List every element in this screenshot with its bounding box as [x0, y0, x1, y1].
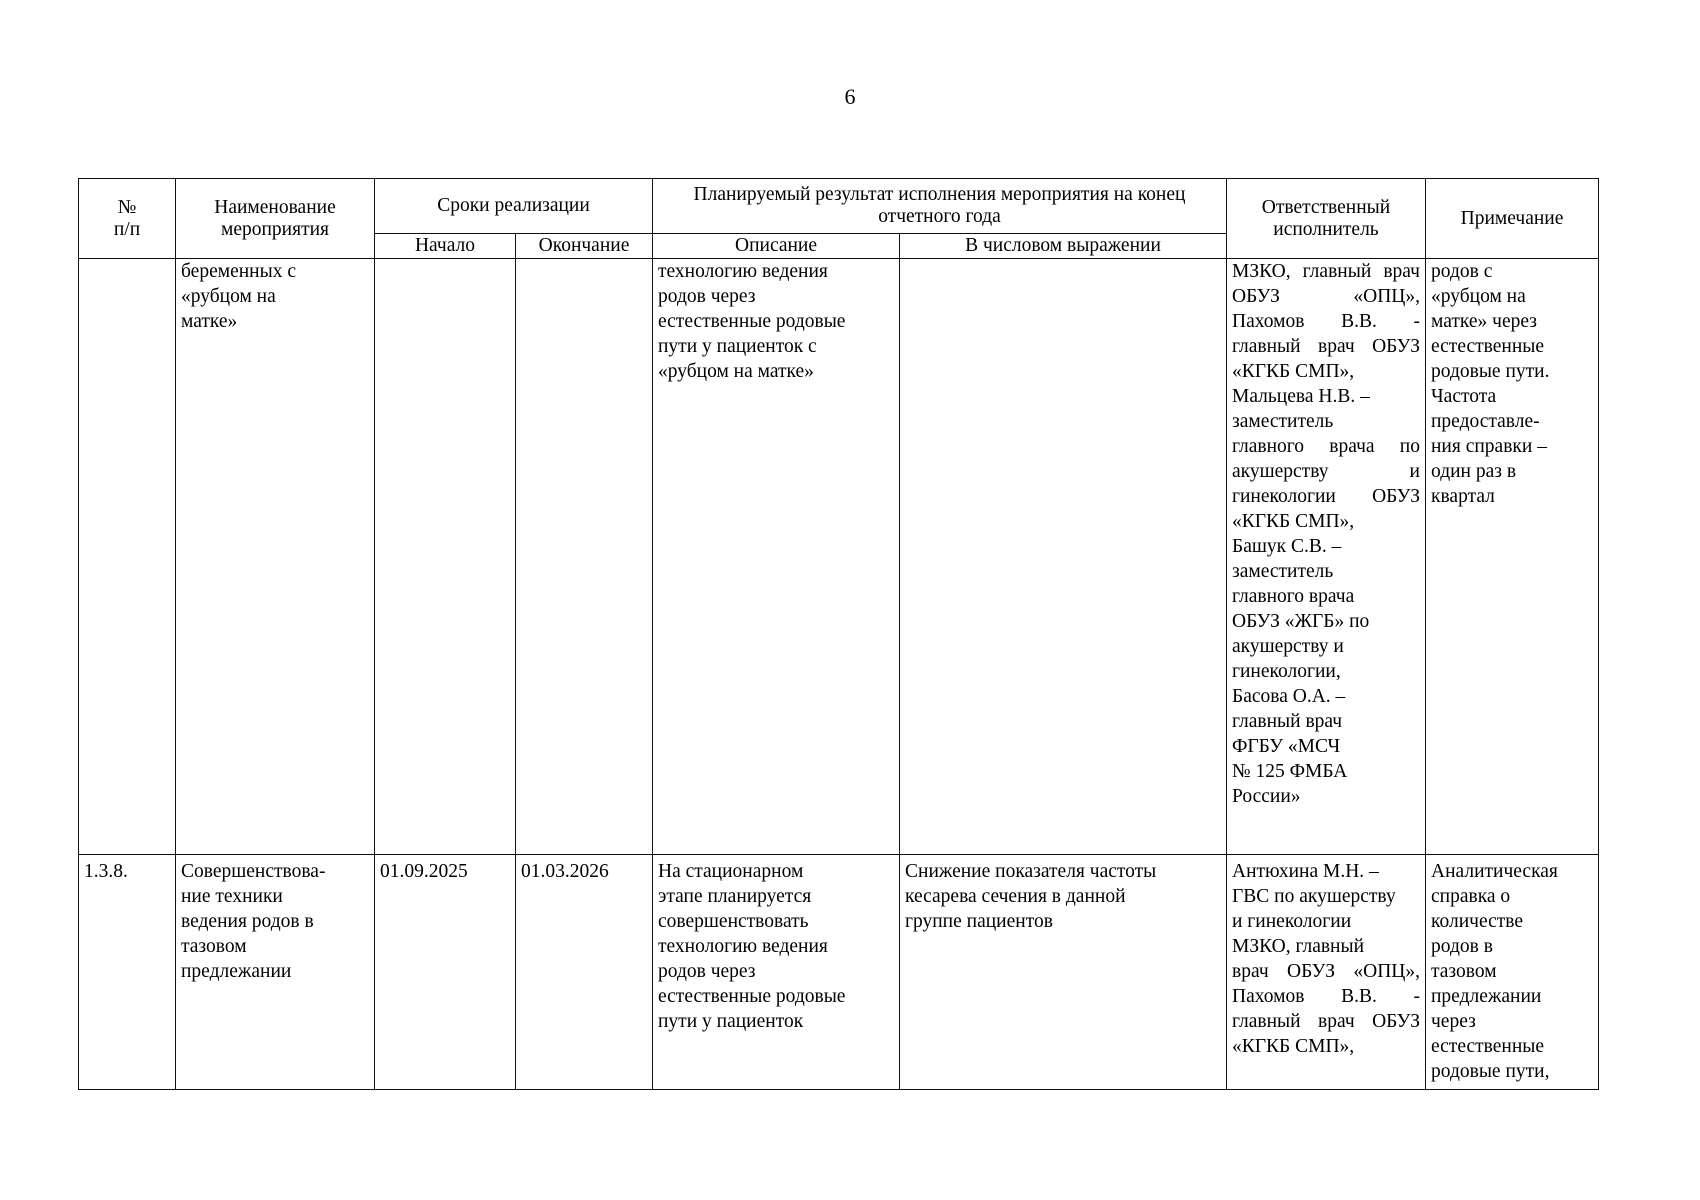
cell-responsible: Антюхина М.Н. – ГВС по акушерству и гинекологии МЗКО, главный врач ОБУЗ «ОПЦ», Пахомов В.В. - главный врач ОБУЗ «КГКБ СМП»,	[1227, 855, 1426, 1090]
header-description: Описание	[653, 234, 900, 259]
cell-end	[516, 259, 653, 855]
cell-description: На стационарном этапе планируется совершенствовать технологию ведения родов через естественные родовые пути у пациенток	[653, 855, 900, 1090]
header-period: Сроки реализации	[375, 179, 653, 234]
header-name: Наименование мероприятия	[176, 179, 375, 259]
cell-numeric	[900, 259, 1227, 855]
table-row	[79, 855, 1599, 1090]
header-result: Планируемый результат исполнения мероприятия на конец отчетного года	[653, 179, 1227, 234]
cell-start: 01.09.2025	[375, 855, 516, 1090]
header-end: Окончание	[516, 234, 653, 259]
cell-name: Совершенствова- ние техники ведения родов в тазовом предлежании	[176, 855, 375, 1090]
header-start: Начало	[375, 234, 516, 259]
cell-num: 1.3.8.	[79, 855, 176, 1090]
action-plan-table	[78, 178, 1599, 1090]
cell-name: беременных с «рубцом на матке»	[176, 259, 375, 855]
header-numeric: В числовом выражении	[900, 234, 1227, 259]
page-number: 6	[844, 84, 856, 109]
header-num: № п/п	[79, 179, 176, 259]
cell-num	[79, 259, 176, 855]
cell-note: Аналитическая справка о количестве родов в тазовом предлежании через естественные родовые пути,	[1426, 855, 1599, 1090]
table-row	[79, 259, 1599, 855]
cell-description: технологию ведения родов через естественные родовые пути у пациенток с «рубцом на матке»	[653, 259, 900, 855]
cell-end: 01.03.2026	[516, 855, 653, 1090]
cell-start	[375, 259, 516, 855]
header-row-top	[79, 179, 1599, 234]
cell-numeric: Снижение показателя частоты кесарева сечения в данной группе пациентов	[900, 855, 1227, 1090]
cell-note: родов с «рубцом на матке» через естественные родовые пути. Частота предоставле- ния справки – один раз в квартал	[1426, 259, 1599, 855]
cell-responsible: МЗКО, главный врач ОБУЗ «ОПЦ», Пахомов В.В. - главный врач ОБУЗ «КГКБ СМП», Мальцева Н.В. – заместитель главного врача по акушерству и гинекологии ОБУЗ «КГКБ СМП», Башук С.В. – заместитель главного врача ОБУЗ «ЖГБ» по акушерству и гинекологии, Басова О.А. – главный врач ФГБУ «МСЧ № 125 ФМБА России»	[1227, 259, 1426, 855]
header-responsible: Ответственный исполнитель	[1227, 179, 1426, 259]
header-note: Примечание	[1426, 179, 1599, 259]
